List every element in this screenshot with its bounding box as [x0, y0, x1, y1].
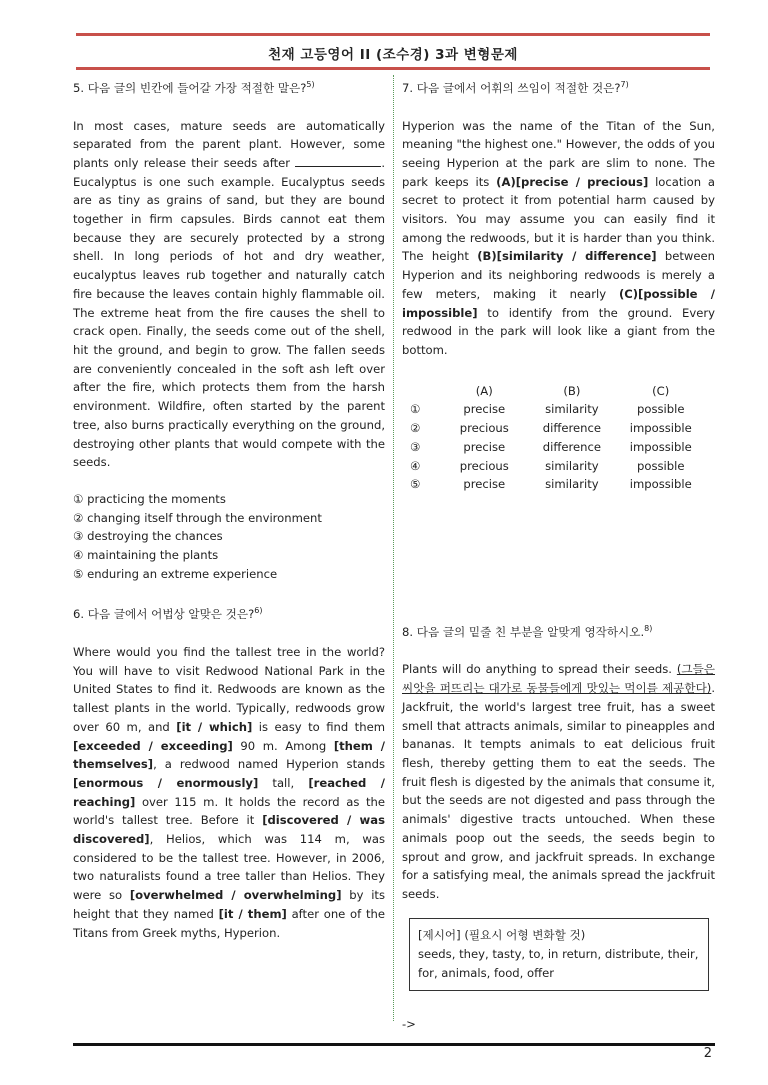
q8-passage: [402, 660, 715, 903]
q7-choice[interactable]: (A)[precise / precious]: [496, 174, 649, 189]
q6-choice[interactable]: [reached / reaching]: [73, 775, 386, 809]
q7-row-b: similarity: [545, 402, 599, 417]
q6-text: , Helios, which was 114 m, was considered to be the tallest tree. However, in 2006, two naturalists found a tree taller than Helios. They were so: [73, 832, 385, 903]
q7-row-number: ⑤: [410, 477, 421, 492]
q6-heading-text: 6. 다음 글에서 어법상 알맞은 것은?: [73, 607, 255, 622]
q5-option-4[interactable]: ④ maintaining the plants: [73, 548, 219, 563]
q7-header-blank: [410, 382, 431, 401]
q6-text: tall,: [258, 775, 309, 790]
q5-blank: [295, 155, 381, 167]
q7-row-a: precious: [459, 458, 509, 473]
q7-answer-table: [410, 382, 715, 494]
q7-table-row[interactable]: [410, 400, 715, 419]
q7-row-number: ①: [410, 402, 421, 417]
page-number: 2: [703, 1046, 712, 1061]
q7-row-c: impossible: [629, 477, 692, 492]
q7-row-c: possible: [637, 458, 685, 473]
q6-passage: [73, 643, 385, 942]
q7-row-number: ②: [410, 421, 421, 436]
q5-footnote: 5): [306, 80, 315, 89]
q7-text: between Hyperion and its neighboring redwoods is merely a few meters, making it nearly: [402, 249, 715, 301]
q5-option-1[interactable]: ① practicing the moments: [73, 491, 226, 506]
q5-heading-text: 5. 다음 글의 빈칸에 들어갈 가장 적절한 말은?: [73, 80, 307, 95]
q7-table-row[interactable]: [410, 457, 715, 476]
q6-text: over 115 m. It holds the record as the world's tallest tree. Before it: [73, 794, 385, 828]
q7-table-row[interactable]: [410, 475, 715, 494]
header-rule-bottom: [76, 67, 710, 70]
q7-header-a: (A): [475, 383, 493, 398]
q7-header-c: (C): [652, 383, 670, 398]
q7-text: to identify from the ground. Every redwood in the park will look like a giant from the bottom.: [402, 305, 715, 357]
q8-heading: [402, 620, 715, 642]
q5-option-3[interactable]: ③ destroying the chances: [73, 529, 223, 544]
q6-choice[interactable]: [enormous / enormously]: [73, 775, 259, 790]
q7-table-row[interactable]: [410, 438, 715, 457]
page-title: 천재 고등영어 II (조수경) 3과 변형문제: [268, 47, 518, 63]
q8-underlined-korean: (그들은 씨앗을 퍼뜨리는 대가로 동물들에게 맛있는 먹이를 제공한다): [402, 662, 715, 696]
q7-row-number: ③: [410, 439, 421, 454]
q7-row-c: impossible: [629, 421, 692, 436]
q6-choice[interactable]: [it / them]: [218, 906, 287, 921]
q7-text: Hyperion was the name of the Titan of the Sun, meaning "the highest one." However, the odds of you seeing Hyperion at the park are slim to none. The park keeps its: [402, 118, 715, 189]
q7-choice[interactable]: (B)[similarity / difference]: [477, 249, 657, 264]
q5-option-5[interactable]: ⑤ enduring an extreme experience: [73, 566, 278, 581]
q5-option-2[interactable]: ② changing itself through the environment: [73, 510, 322, 525]
q7-header-b: (B): [563, 383, 581, 398]
q5-text-before: In most cases, mature seeds are automatically separated from the parent plant. However, some plants only release their seeds after: [73, 118, 385, 170]
q8-text-before: Plants will do anything to spread their seeds.: [402, 662, 677, 677]
q8-word-box: [409, 918, 709, 991]
q7-row-a: precise: [463, 477, 506, 492]
q6-text: is easy to find them: [252, 719, 386, 734]
q6-choice[interactable]: [them / themselves]: [73, 738, 386, 772]
q8-answer-prompt[interactable]: ->: [402, 1016, 416, 1031]
q6-choice[interactable]: [exceeded / exceeding]: [73, 738, 233, 753]
q6-footnote: 6): [254, 606, 263, 616]
q8-heading-text: 8. 다음 글의 밑줄 친 부분을 알맞게 영작하시오.: [402, 624, 645, 639]
q7-table-row[interactable]: [410, 419, 715, 438]
q7-row-a: precious: [459, 421, 509, 436]
q8-box-title: [제시어] (필요시 어형 변화할 것): [418, 927, 586, 942]
q7-row-a: precise: [463, 402, 506, 417]
q7-heading-text: 7. 다음 글에서 어휘의 쓰임이 적절한 것은?: [402, 80, 621, 95]
q7-text: location a secret to protect it from potential harm caused by visitors. You may assume you can easily find it among the redwoods, but it is harder than you think. The height: [402, 174, 715, 264]
q5-options: [73, 490, 385, 584]
q7-row-b: similarity: [545, 477, 599, 492]
q7-row-b: difference: [542, 439, 601, 454]
q7-row-c: possible: [637, 402, 685, 417]
q6-heading: [73, 602, 385, 624]
q7-row-b: similarity: [545, 458, 599, 473]
q5-heading: [73, 76, 385, 98]
q8-text-after: . Jackfruit, the world's largest tree fruit, has a sweet smell that attracts animals, similar to pineapples and bananas. It tempts animals to eat delicious fruit flesh, thereby getting them to eat the seeds. The fruit flesh is digested by the animals that consume it, but the seeds are not digested and pass through the animals' digestive tracts untouched. When these animals poop out the seeds, the seeds begin to sprout and grow, and jackfruit spreads. In exchange for a satisfying meal, the animals spread the jackfruit seeds.: [402, 681, 715, 901]
q6-text: Where would you find the tallest tree in the world? You will have to visit Redwood National Park in the United States to find it. Redwoods are known as the tallest plants in the world. Typically, redwoods grow over 60 m, and: [73, 645, 385, 734]
q5-text-after: . Eucalyptus is one such example. Eucalyptus seeds are as tiny as grains of sand, but they are bound together in firm capsules. Birds cannot eat them because they are securely protected by a strong shell. In long periods of hot and dry weather, eucalyptus leaves rub together and naturally catch fire because the leaves contain highly flammable oil. The extreme heat from the fire causes the shell to crack open. Finally, the seeds come out of the shell, hit the ground, and begin to grow. The fallen seeds are conveniently concealed in the soft ash left over after the fire, which protects them from the harsh environment. Wildfire, often started by the parent tree, also burns practically everything on the ground, destroying other plants that would compete with the seeds.: [73, 155, 385, 470]
q8-footnote: 8): [644, 623, 653, 633]
q7-row-b: difference: [542, 421, 601, 436]
q7-table-header: [410, 382, 715, 401]
q6-text: after one of the Titans from Greek myths, Hyperion.: [73, 906, 385, 940]
q7-passage: [402, 117, 715, 360]
footer-rule: [73, 1043, 715, 1046]
left-column: [73, 76, 385, 942]
right-column: [402, 76, 715, 1033]
q6-text: 90 m. Among: [232, 738, 334, 753]
q7-footnote: 7): [620, 80, 629, 89]
q7-row-c: impossible: [629, 439, 692, 454]
column-divider: [393, 75, 394, 1021]
q7-heading: [402, 76, 715, 98]
header-rule-top: [76, 33, 710, 36]
q6-text: , a redwood named Hyperion stands: [153, 757, 385, 772]
q7-choice[interactable]: (C)[possible / impossible]: [402, 286, 715, 320]
q6-choice[interactable]: [discovered / was discovered]: [73, 813, 385, 847]
q5-passage: [73, 117, 385, 472]
q7-row-a: precise: [463, 439, 506, 454]
q7-row-number: ④: [410, 458, 421, 473]
q8-box-words: seeds, they, tasty, to, in return, distribute, their, for, animals, food, offer: [418, 946, 699, 980]
q6-choice[interactable]: [it / which]: [176, 719, 253, 734]
q6-choice[interactable]: [overwhelmed / overwhelming]: [129, 888, 342, 903]
q6-text: by its height that they named: [73, 888, 385, 921]
